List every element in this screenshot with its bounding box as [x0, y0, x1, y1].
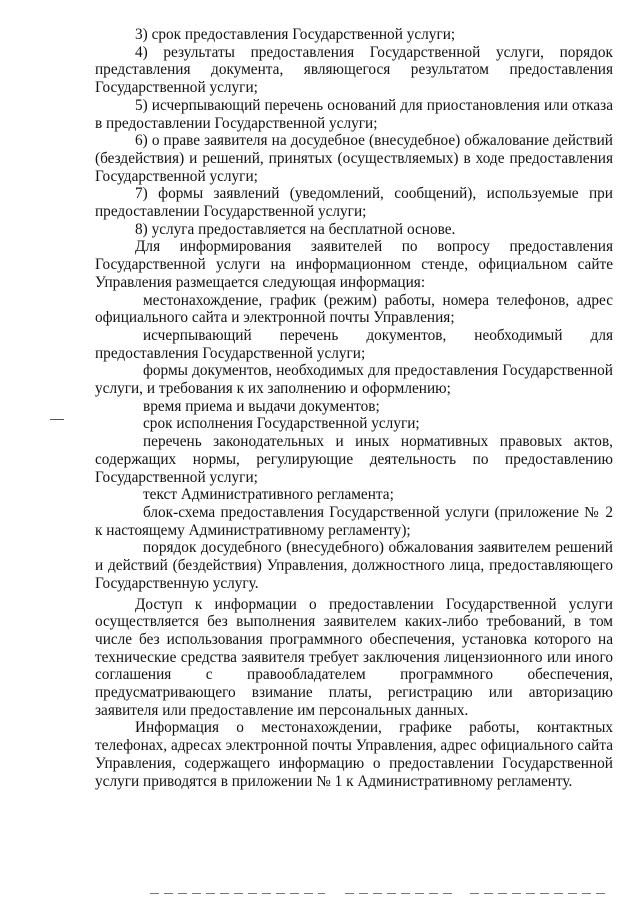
- list-item: текст Административного регламента;: [143, 486, 394, 504]
- list-item: исчерпывающий перечень документов, необходимый для предоставления Государственной услуги;: [95, 326, 613, 362]
- paragraph: 5) исчерпывающий перечень оснований для приостановления или отказа в предоставлении Государственной услуги;: [95, 96, 613, 132]
- paragraph: 4) результаты предоставления Государственной услуги, порядок представления документа, являющегося результатом предоставления Государственной услуги;: [95, 43, 613, 97]
- paragraph: 6) о праве заявителя на досудебное (внесудебное) обжалование действий (бездействия) и решений, принятых (осуществляемых) в ходе предоставления Государственной услуги;: [95, 132, 613, 185]
- paragraph: 3) срок предоставления Государственной услуги;: [135, 26, 456, 43]
- list-item: формы документов, необходимых для предоставления Государственной услуги, и требования к их заполнению и оформлению;: [95, 362, 613, 398]
- paragraph: Доступ к информации о предоставлении Государственной услуги осуществляется без выполнения заявителем каких-либо требований, в том числе без использования программного обеспечения, установка которого на технические средства заявителя требует заключения лицензионного или иного соглашения с правообладателем программного обеспечения, предусматривающего взимание платы, регистрацию или авторизацию заявителя или предоставление им персональных данных.: [95, 595, 613, 719]
- paragraph: 7) формы заявлений (уведомлений, сообщений), используемые при предоставлении Государственной услуги;: [95, 185, 613, 221]
- footer-dashed-line: [150, 893, 325, 894]
- footer-dashed-line: [470, 893, 610, 894]
- list-item: время приема и выдачи документов;: [143, 397, 380, 415]
- list-item: перечень законодательных и иных нормативных правовых актов, содержащих нормы, регулирующие деятельность по предоставлению Государственной услуги;: [95, 433, 613, 486]
- paragraph: 8) услуга предоставляется на бесплатной основе.: [135, 220, 456, 238]
- paragraph: Информация о местонахождении, графике работы, контактных телефонах, адресах электронной почты Управления, адрес официального сайта Управления, содержащего информацию о предоставлении Государственной услуги приводятся в приложении № 1 к Административному регламенту.: [95, 719, 613, 790]
- footer-dashed-line: [345, 893, 455, 894]
- list-item: порядок досудебного (внесудебного) обжалования заявителем решений и действий (бездействия) Управления, должностного лица, предоставляющего Государственную услугу.: [95, 539, 613, 592]
- list-item: срок исполнения Государственной услуги;: [143, 415, 420, 433]
- margin-mark: [50, 419, 64, 420]
- document-body: [95, 26, 613, 790]
- list-item: блок-схема предоставления Государственной услуги (приложение № 2 к настоящему Административному регламенту);: [95, 503, 613, 539]
- paragraph: Для информирования заявителей по вопросу предоставления Государственной услуги на информационном стенде, официальном сайте Управления размещается следующая информация:: [95, 238, 613, 291]
- list-item: местонахождение, график (режим) работы, номера телефонов, адрес официального сайта и электронной почты Управления;: [95, 291, 613, 327]
